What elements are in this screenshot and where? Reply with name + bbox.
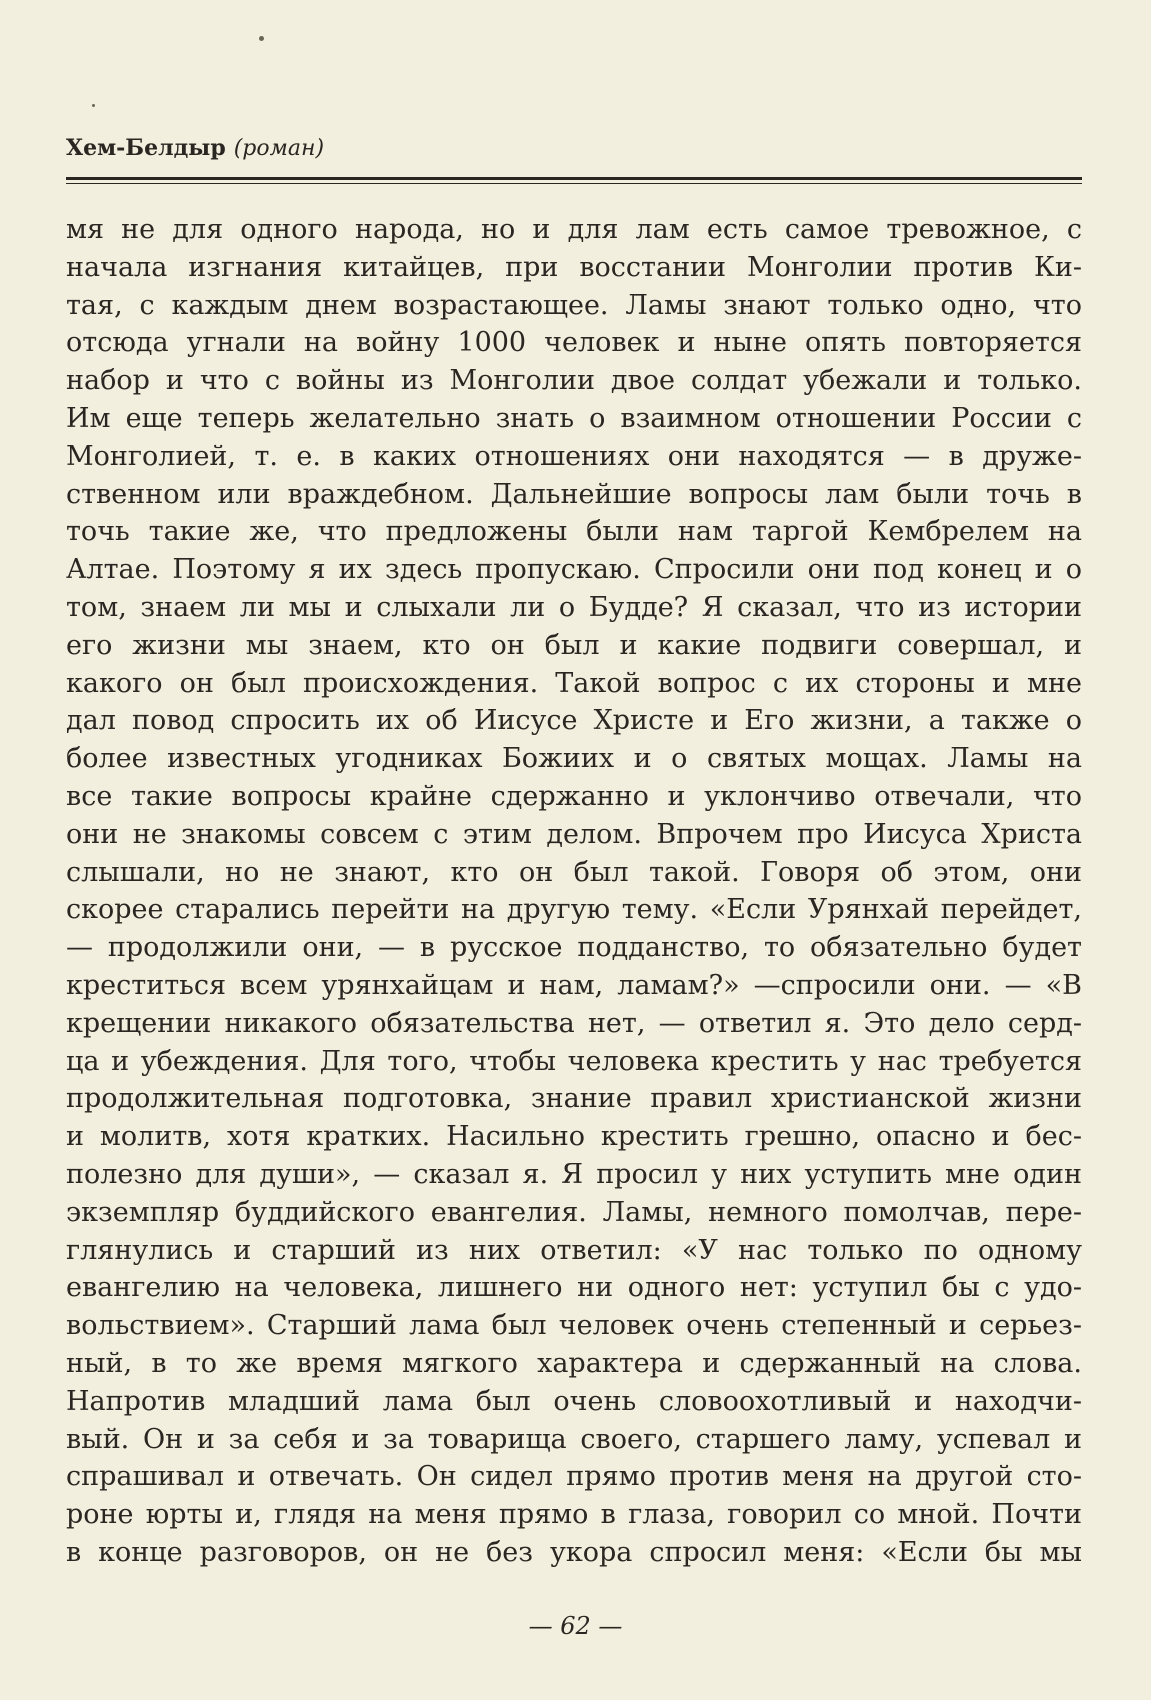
print-speck [259,36,264,41]
body-text [66,211,1082,1572]
text-line: Монголией, т. е. в каких отношениях они находятся — в друже- [66,440,1082,472]
text-line: роне юрты и, глядя на меня прямо в глаза, говорил со мной. Почти [66,1499,1082,1531]
text-line: дал повод спросить их об Иисусе Христе и Его жизни, а также о [66,705,1082,737]
page-number: — 62 — [528,1612,623,1640]
text-line: Им еще теперь желательно знать о взаимном отношении России с [66,402,1082,434]
text-line: полезно для души», — сказал я. Я просил у них уступить мне один [66,1158,1082,1190]
text-line: продолжительная подготовка, знание правил христианской жизни [66,1083,1082,1115]
text-line: ственном или враждебном. Дальнейшие вопросы лам были точь в [66,478,1082,510]
text-line: вый. Он и за себя и за товарища своего, старшего ламу, успевал и [66,1423,1082,1455]
text-line: Напротив младший лама был очень словоохотливый и находчи- [66,1385,1082,1417]
text-line: тая, с каждым днем возрастающее. Ламы знают только одно, что [66,289,1082,321]
text-line: мя не для одного народа, но и для лам есть самое тревожное, с [66,214,1082,245]
text-line: Алтае. Поэтому я их здесь пропускаю. Спросили они под конец и о [66,554,1082,586]
print-speck [92,104,95,107]
running-header [66,133,324,164]
text-line: слышали, но не знают, кто он был такой. Говоря об этом, они [66,856,1082,888]
text-line: креститься всем урянхайцам и нам, ламам?» —спросили они. — «В [66,969,1082,1001]
text-line: начала изгнания китайцев, при восстании Монголии против Ки- [66,251,1082,283]
header-rule-thin [66,183,1082,184]
text-line: — продолжили они, — в русское подданство, то обязательно будет [66,932,1082,964]
book-subtitle: (роман) [233,136,325,161]
text-line: в конце разговоров, он не без укора спросил меня: «Если бы мы [66,1536,1082,1568]
text-line: ца и убеждения. Для того, чтобы человека крестить у нас требуется [66,1045,1082,1077]
text-line: экземпляр буддийского евангелия. Ламы, немного помолчав, пере- [66,1196,1082,1228]
text-line: спрашивал и отвечать. Он сидел прямо против меня на другой сто- [66,1461,1082,1493]
text-line: они не знакомы совсем с этим делом. Впрочем про Иисуса Христа [66,818,1082,850]
text-line: более известных угодниках Божиих и о святых мощах. Ламы на [66,743,1082,775]
text-line: все такие вопросы крайне сдержанно и уклончиво отвечали, что [66,780,1082,812]
text-line: вольствием». Старший лама был человек очень степенный и серьез- [66,1310,1082,1342]
text-line: отсюда угнали на войну 1000 человек и ныне опять повторяется [66,327,1082,359]
text-line: набор и что с войны из Монголии двое солдат убежали и только. [66,365,1082,397]
text-line: какого он был происхождения. Такой вопрос с их стороны и мне [66,667,1082,699]
text-line: евангелию на человека, лишнего ни одного нет: уступил бы с удо- [66,1272,1082,1304]
text-line: крещении никакого обязательства нет, — ответил я. Это дело серд- [66,1007,1082,1039]
text-line: точь такие же, что предложены были нам таргой Кембрелем на [66,516,1082,548]
text-line: его жизни мы знаем, кто он был и какие подвиги совершал, и [66,629,1082,661]
book-title: Хем-Белдыр [66,135,226,161]
text-line: и молитв, хотя кратких. Насильно крестить грешно, опасно и бес- [66,1121,1082,1153]
text-line: глянулись и старший из них ответил: «У нас только по одному [66,1234,1082,1266]
header-rule-thick [66,177,1082,180]
text-line: ный, в то же время мягкого характера и сдержанный на слова. [66,1347,1082,1379]
text-line: скорее старались перейти на другую тему. «Если Урянхай перейдет, [66,894,1082,926]
text-line: том, знаем ли мы и слыхали ли о Будде? Я сказал, что из истории [66,591,1082,623]
